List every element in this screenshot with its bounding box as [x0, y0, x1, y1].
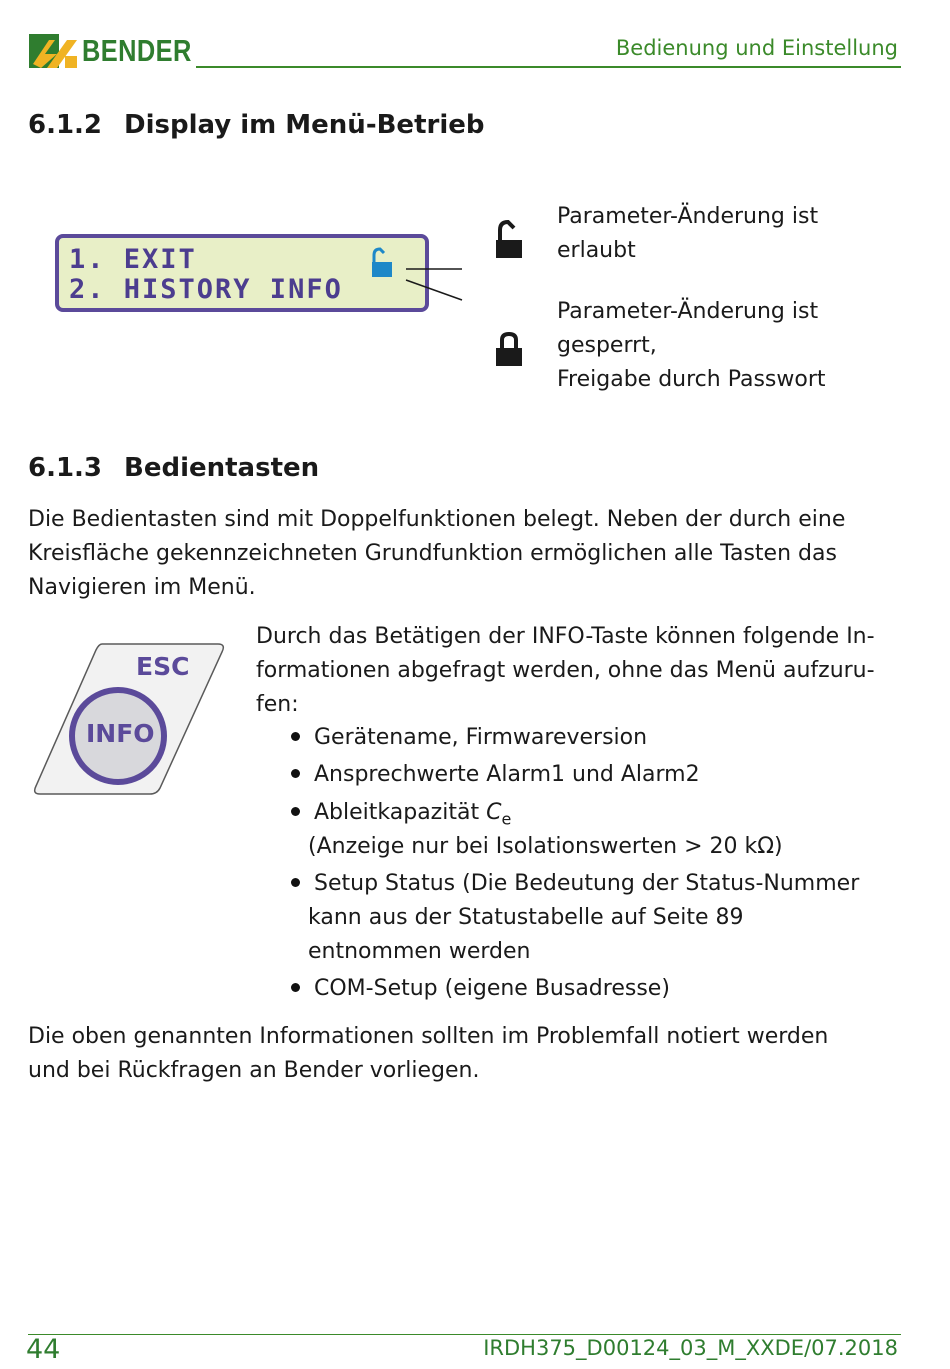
- capacitance-subscript: e: [501, 809, 512, 829]
- bender-logo-icon: [29, 34, 79, 70]
- intro-line-3: Navigieren im Menü.: [28, 575, 256, 600]
- bullet-icon: [291, 807, 300, 816]
- list-item: [291, 758, 700, 792]
- bullet-icon: [291, 732, 300, 741]
- closing-line-1: Die oben genannten Informationen sollten im Problemfall notiert werden: [28, 1024, 829, 1049]
- document-id: IRDH375_D00124_03_M_XXDE/07.2018: [483, 1336, 898, 1360]
- bullet-icon: [291, 769, 300, 778]
- lcd-line-1: 1. EXIT: [69, 244, 197, 275]
- info-line-2: formationen abgefragt werden, ohne das Menü aufzuru-: [256, 658, 875, 683]
- header-title: Bedienung und Einstellung: [615, 36, 898, 60]
- info-line-1: Durch das Betätigen der INFO-Taste können folgende In-: [256, 624, 875, 649]
- legend-locked-line-2: gesperrt,: [557, 333, 657, 358]
- section-612-heading: [28, 110, 484, 140]
- list-item-text: Ansprechwerte Alarm1 und Alarm2: [314, 762, 700, 787]
- legend-locked-line-3: Freigabe durch Passwort: [557, 367, 826, 392]
- legend-locked-line-1: Parameter-Änderung ist: [557, 299, 819, 324]
- info-key-label: INFO: [86, 719, 155, 748]
- section-title: Display im Menü-Betrieb: [124, 110, 485, 140]
- list-item-note: (Anzeige nur bei Isolationswerten > 20 kΩ): [308, 834, 783, 859]
- list-item: [291, 972, 670, 1006]
- intro-line-2: Kreisfläche gekennzeichneten Grundfunktion ermöglichen alle Tasten das: [28, 541, 837, 566]
- list-item-continuation: entnommen werden: [308, 939, 531, 964]
- legend-unlocked: [557, 200, 818, 268]
- section-613-heading: [28, 453, 319, 483]
- intro-line-1: Die Bedientasten sind mit Doppelfunktionen belegt. Neben der durch eine: [28, 507, 846, 532]
- section-number: 6.1.3: [28, 453, 103, 483]
- list-item-continuation: kann aus der Statustabelle auf Seite 89: [308, 905, 744, 930]
- list-item: [291, 721, 647, 755]
- footer-rule: [28, 1334, 901, 1335]
- info-line-3: fen:: [256, 692, 299, 717]
- list-item-text: Ableitkapazität: [314, 800, 487, 825]
- esc-key-label: ESC: [136, 652, 190, 681]
- legend-unlocked-line-2: erlaubt: [557, 238, 636, 263]
- section-title: Bedientasten: [124, 453, 320, 483]
- capacitance-symbol: C: [486, 800, 502, 825]
- legend-unlocked-line-1: Parameter-Änderung ist: [557, 204, 819, 229]
- list-item-text: Gerätename, Firmwareversion: [314, 725, 648, 750]
- bullet-icon: [291, 878, 300, 887]
- page-number: 44: [26, 1334, 61, 1365]
- locked-padlock-icon: [494, 330, 524, 370]
- unlocked-padlock-icon: [494, 218, 524, 260]
- list-item-text: Setup Status (Die Bedeutung der Status-Nummer: [314, 871, 860, 896]
- section-613-intro: [28, 503, 908, 605]
- bullet-icon: [291, 983, 300, 992]
- lcd-line-2: 2. HISTORY INFO: [69, 274, 343, 305]
- header-rule: [196, 66, 901, 68]
- list-item: [291, 867, 859, 901]
- list-item-text: COM-Setup (eigene Busadresse): [314, 976, 670, 1001]
- logo-text: BENDER: [82, 33, 192, 68]
- unlocked-padlock-icon: [370, 246, 394, 280]
- lcd-display: [55, 234, 429, 312]
- closing-line-2: und bei Rückfragen an Bender vorliegen.: [28, 1058, 480, 1083]
- section-number: 6.1.2: [28, 110, 103, 140]
- info-description: [256, 620, 906, 722]
- legend-locked: [557, 295, 826, 397]
- closing-paragraph: [28, 1020, 908, 1088]
- pointer-lines: [400, 260, 470, 306]
